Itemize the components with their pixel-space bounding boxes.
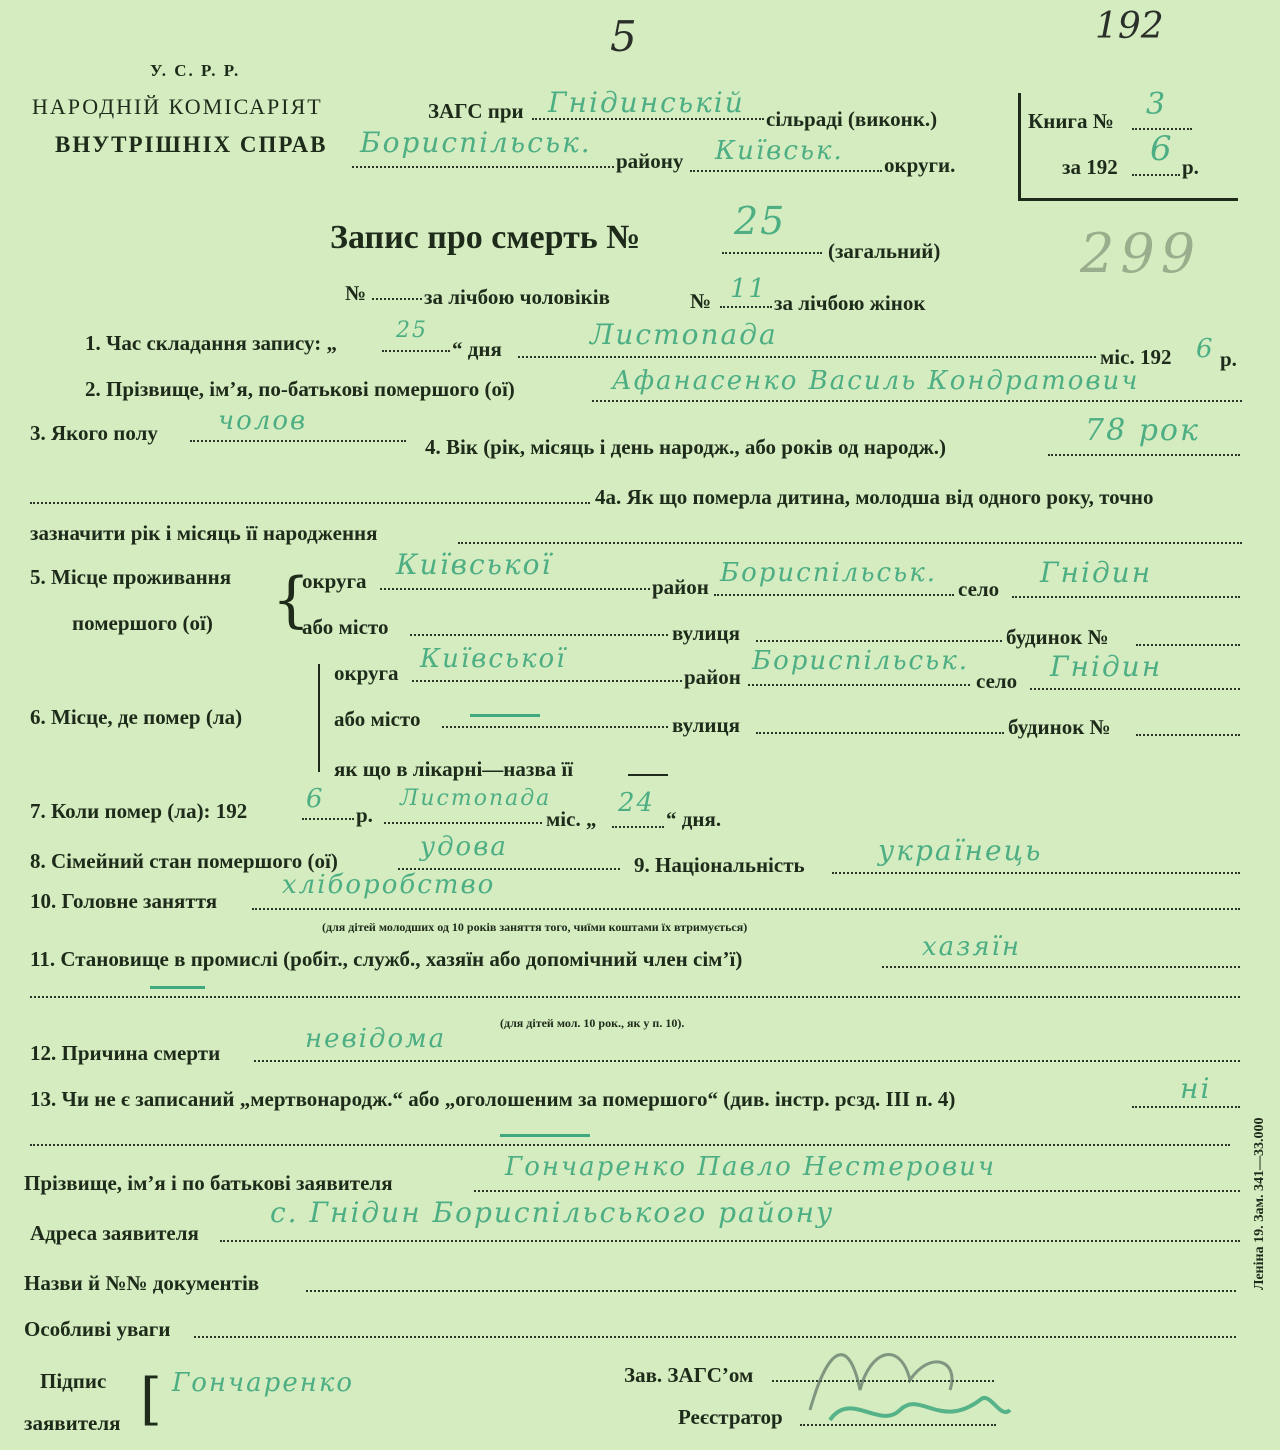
- zags-okruha-hw: Київськ.: [715, 136, 844, 166]
- f7-day-hw: 24: [618, 788, 656, 818]
- f9-hw: українець: [878, 834, 1043, 867]
- f4-hw: 78 рок: [1085, 413, 1200, 448]
- f7-r-label: р.: [356, 803, 373, 827]
- book-label: Книга №: [1028, 109, 1114, 133]
- f5-label2: помершого (ої): [72, 611, 213, 635]
- declarant-name-hw: Гончаренко Павло Нестерович: [505, 1152, 997, 1182]
- f6-rayon-label: район: [684, 665, 741, 689]
- declarant-notes-line: [194, 1336, 1236, 1338]
- ussr-label: У. С. Р. Р.: [150, 61, 241, 80]
- zags-head-label: Зав. ЗАГС’ом: [624, 1363, 754, 1387]
- f3-line: [190, 440, 406, 442]
- f6-misto-label: або місто: [334, 707, 421, 731]
- f5-rayon-line: [714, 594, 954, 596]
- f11-dash-hw: [150, 986, 205, 989]
- f6-label: 6. Місце, де помер (ла): [30, 705, 243, 729]
- f5-budynok-line: [1136, 644, 1240, 646]
- f9-line: [832, 872, 1240, 874]
- f7-day-line: [612, 826, 664, 828]
- side-number-hw: 299: [1080, 222, 1202, 285]
- f4-continuation-line: [30, 502, 590, 504]
- f6-okruha-label: округа: [334, 661, 399, 685]
- signature-brace: [: [140, 1367, 162, 1432]
- book-year-prefix: за 192: [1062, 155, 1118, 179]
- f6-rayon-line: [748, 684, 970, 686]
- f11-label: 11. Становище в промислі (робіт., служб., хазяїн або допомічний член сім’ї): [30, 947, 743, 971]
- f1-year-suffix: р.: [1220, 347, 1237, 371]
- f1-day-hw: 25: [396, 318, 428, 343]
- commissariat-line2: ВНУТРІШНІХ СПРАВ: [55, 132, 328, 157]
- record-number-hw: 25: [734, 199, 787, 243]
- f5-selo-hw: Гнідин: [1040, 556, 1153, 589]
- f4-line: [1048, 454, 1240, 456]
- book-year-suffix: р.: [1182, 155, 1199, 179]
- f5-rayon-label: район: [652, 575, 709, 599]
- f6-okruha-hw: Київської: [420, 644, 567, 674]
- f6-selo-hw: Гнідин: [1050, 650, 1163, 683]
- f13-hw: ні: [1180, 1072, 1212, 1105]
- declarant-address-label: Адреса заявителя: [30, 1221, 199, 1245]
- f7-label: 7. Коли помер (ла): 192: [30, 799, 248, 823]
- f12-label: 12. Причина смерти: [30, 1041, 221, 1065]
- f2-hw: Афанасенко Василь Кондратович: [612, 366, 1140, 396]
- declarant-docs-label: Назви й №№ документів: [24, 1271, 260, 1295]
- f6-budynok-label: будинок №: [1008, 715, 1111, 739]
- f8-label: 8. Сімейний стан помершого (ої): [30, 849, 338, 873]
- book-year-line: [1132, 174, 1180, 176]
- f10-hw: хліборобство: [282, 870, 496, 900]
- okruha-label: округи.: [884, 153, 956, 177]
- f6-rayon-hw: Бориспільськ.: [752, 646, 969, 676]
- f6-vulytsia-label: вулиця: [672, 713, 740, 737]
- f13-continuation-line: [30, 1144, 1230, 1146]
- f6-hospital-label: як що в лікарні—назва її: [334, 757, 574, 781]
- zags-prefix: ЗАГС при: [428, 99, 524, 123]
- f6-bracket-line: [318, 664, 320, 772]
- declarant-notes-label: Особливі уваги: [24, 1317, 171, 1341]
- f8-hw: удова: [420, 832, 508, 862]
- record-number-line: [722, 252, 822, 254]
- declarant-docs-line: [306, 1290, 1236, 1292]
- f1-day-line: [382, 350, 450, 352]
- f9-label: 9. Національність: [634, 853, 805, 877]
- women-count-hw: 11: [730, 274, 768, 304]
- district-label: району: [616, 149, 684, 173]
- f6-budynok-line: [1136, 734, 1240, 736]
- declarant-name-line: [474, 1190, 1240, 1192]
- f1-year-hw: 6: [1196, 334, 1215, 364]
- f1-month-line: [518, 356, 1096, 358]
- f5-vulytsia-line: [756, 640, 1002, 642]
- f5-rayon-hw: Бориспільськ.: [720, 558, 937, 588]
- f7-month-hw: Листопада: [400, 786, 552, 811]
- district-field-line: [352, 166, 614, 168]
- f5-okruha-line: [380, 588, 650, 590]
- signature-hw: Гончаренко: [172, 1368, 355, 1398]
- f12-hw: невідома: [305, 1024, 447, 1054]
- village-council-label: сільраді (виконк.): [766, 107, 938, 131]
- printer-imprint: Леніна 19. Зам. 341—33.000: [1252, 1117, 1267, 1290]
- f13-label: 13. Чи не є записаний „мертвонародж.“ або „оголошеним за помершого“ (див. інстр. рсзд. III п. 4): [30, 1087, 956, 1111]
- f3-label: 3. Якого полу: [30, 421, 158, 445]
- zags-district-hw: Бориспільськ.: [360, 126, 592, 159]
- women-count-line: [720, 306, 772, 308]
- zags-village-hw: Гнідинській: [548, 86, 745, 119]
- f5-brace: {: [272, 565, 311, 635]
- page-number-hw: 5: [610, 12, 637, 61]
- f5-vulytsia-label: вулиця: [672, 621, 740, 645]
- f7-year-line: [302, 818, 354, 820]
- book-box-left-border: [1018, 93, 1021, 201]
- f5-misto-line: [410, 634, 668, 636]
- f11-hw: хазяїн: [922, 932, 1022, 962]
- men-count-line: [372, 298, 422, 300]
- f5-selo-label: село: [958, 577, 1000, 601]
- general-label: (загальний): [828, 239, 941, 263]
- book-year-hw: 6: [1150, 129, 1174, 169]
- okruha-field-line: [690, 170, 882, 172]
- registrar-signature: [790, 1330, 1020, 1440]
- record-title: Запис про смерть №: [330, 219, 641, 256]
- f12-line: [254, 1060, 1240, 1062]
- f5-misto-label: або місто: [302, 615, 389, 639]
- f5-selo-line: [1012, 596, 1240, 598]
- f1-year-label: міс. 192: [1100, 345, 1172, 369]
- f7-month-line: [384, 822, 542, 824]
- f6-okruha-line: [412, 680, 682, 682]
- archive-number-hw: 192: [1095, 6, 1164, 47]
- f5-budynok-label: будинок №: [1006, 625, 1109, 649]
- f2-label: 2. Прізвище, ім’я, по-батькові помершого (ої): [85, 377, 515, 401]
- f7-mis-label: міс. „: [546, 807, 597, 831]
- f1-label: 1. Час складання запису: „: [85, 331, 337, 355]
- men-count-label: за лічбою чоловіків: [424, 285, 610, 309]
- f7-year-hw: 6: [306, 784, 325, 814]
- f5-okruha-label: округа: [302, 569, 367, 593]
- men-prefix: №: [345, 281, 367, 305]
- f11-note: (для дітей мол. 10 рок., як у п. 10).: [500, 1016, 685, 1030]
- f6-misto-dash-hw: [470, 714, 540, 717]
- f6-misto-line: [442, 726, 668, 728]
- f6-hospital-line: [628, 774, 668, 776]
- f10-line: [252, 908, 1240, 910]
- signature-label2: заявителя: [24, 1411, 121, 1435]
- registrar-label: Реєстратор: [678, 1405, 783, 1429]
- f3-hw: чолов: [218, 406, 308, 436]
- f5-label1: 5. Місце проживання: [30, 565, 232, 589]
- f2-line: [592, 400, 1242, 402]
- f10-label: 10. Головне заняття: [30, 889, 218, 913]
- f6-selo-line: [1030, 688, 1240, 690]
- f6-selo-label: село: [976, 669, 1018, 693]
- signature-label1: Підпис: [40, 1369, 107, 1393]
- f4a-label: 4а. Як що померла дитина, молодша від одного року, точно: [595, 485, 1154, 509]
- f13-dash-hw: [500, 1134, 590, 1137]
- declarant-name-label: Прізвище, ім’я і по батькові заявителя: [24, 1171, 393, 1195]
- declarant-address-hw: с. Гнідин Бориспільського району: [270, 1196, 835, 1229]
- book-number-hw: 3: [1146, 87, 1168, 122]
- f4a-line: [458, 542, 1242, 544]
- commissariat-line1: НАРОДНІЙ КОМІСАРІЯТ: [32, 94, 323, 119]
- book-box-bottom-border: [1018, 198, 1238, 201]
- women-prefix: №: [690, 289, 712, 313]
- f11-continuation-line: [30, 996, 1240, 998]
- f1-month-hw: Листопада: [590, 318, 778, 351]
- f5-okruha-hw: Київської: [396, 548, 553, 581]
- f4a-label2: зазначити рік і місяць її народження: [30, 521, 378, 545]
- women-count-label: за лічбою жінок: [774, 291, 926, 315]
- f4-label: 4. Вік (рік, місяць і день народж., або років од народж.): [425, 435, 947, 459]
- f10-note: (для дітей молодших од 10 років заняття того, чиїми коштами їх втримується): [322, 920, 748, 934]
- f1-day-suffix: “ дня: [452, 337, 502, 361]
- f13-line: [1132, 1106, 1240, 1108]
- f6-vulytsia-line: [756, 732, 1004, 734]
- f11-line: [882, 966, 1240, 968]
- f7-day-suffix: “ дня.: [666, 807, 722, 831]
- declarant-address-line: [220, 1240, 1240, 1242]
